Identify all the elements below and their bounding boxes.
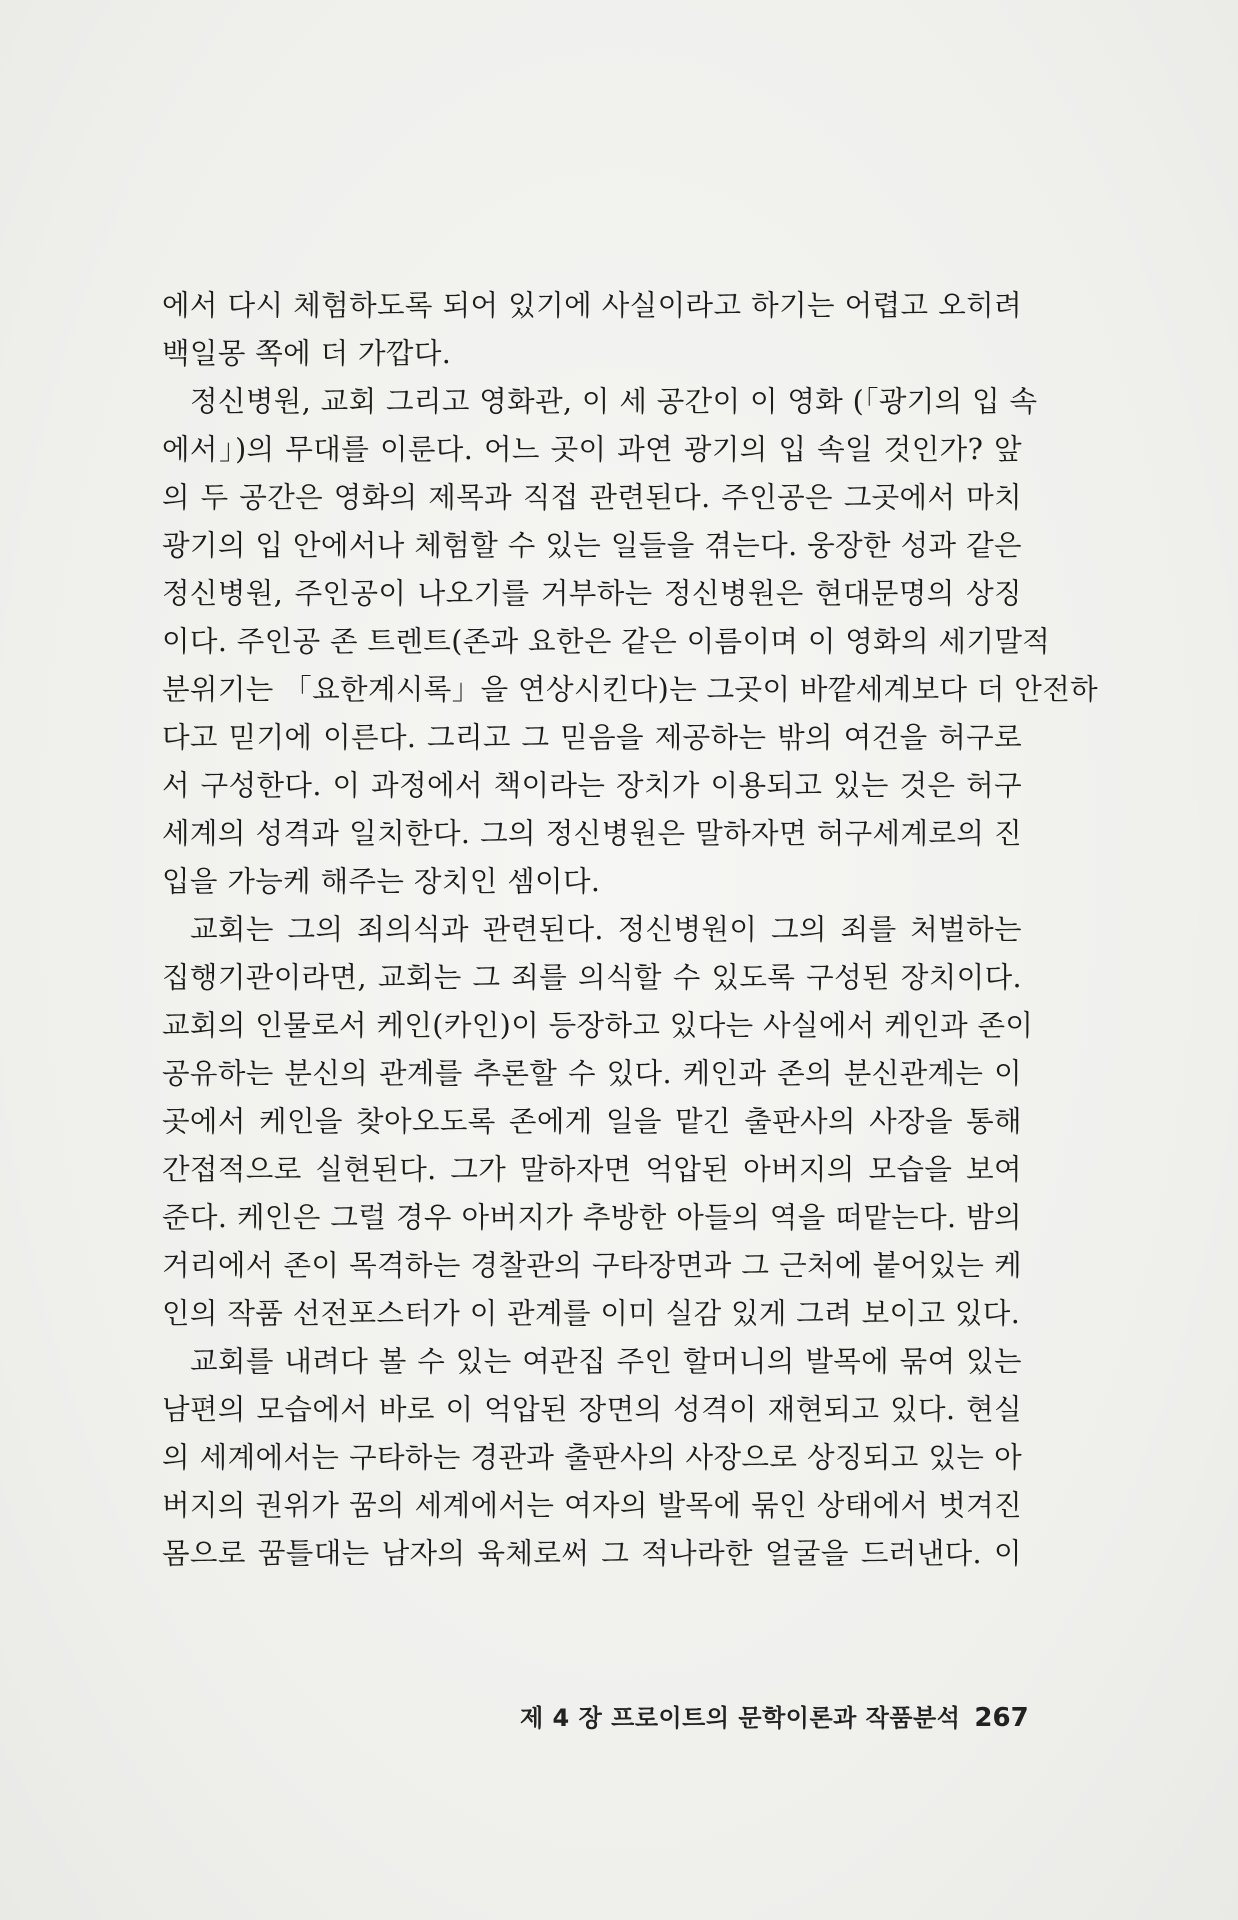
page-number: 267 <box>974 1703 1029 1733</box>
text-line: 버지의 권위가 꿈의 세계에서는 여자의 발목에 묶인 상태에서 벗겨진 <box>162 1489 1022 1522</box>
text-line: 다고 믿기에 이른다. 그리고 그 믿음을 제공하는 밖의 여건을 허구로 <box>162 721 1022 754</box>
text-line: 간접적으로 실현된다. 그가 말하자면 억압된 아버지의 모습을 보여 <box>162 1153 1022 1186</box>
text-line: 백일몽 쪽에 더 가깝다. <box>162 337 452 370</box>
text-line: 교회의 인물로서 케인(카인)이 등장하고 있다는 사실에서 케인과 존이 <box>162 1009 1034 1042</box>
text-line: 광기의 입 안에서나 체험할 수 있는 일들을 겪는다. 웅장한 성과 같은 <box>162 529 1022 562</box>
body-text <box>162 282 1099 1578</box>
text-line: 정신병원, 교회 그리고 영화관, 이 세 공간이 이 영화 (「광기의 입 속 <box>190 385 1038 418</box>
text-line: 교회를 내려다 볼 수 있는 여관집 주인 할머니의 발목에 묶여 있는 <box>190 1345 1022 1378</box>
text-line: 이다. 주인공 존 트렌트(존과 요한은 같은 이름이며 이 영화의 세기말적 <box>162 625 1051 658</box>
text-line: 집행기관이라면, 교회는 그 죄를 의식할 수 있도록 구성된 장치이다. <box>162 961 1022 994</box>
text-line: 서 구성한다. 이 과정에서 책이라는 장치가 이용되고 있는 것은 허구 <box>162 769 1022 802</box>
text-line: 남편의 모습에서 바로 이 억압된 장면의 성격이 재현되고 있다. 현실 <box>162 1393 1022 1426</box>
text-line: 거리에서 존이 목격하는 경찰관의 구타장면과 그 근처에 붙어있는 케 <box>162 1249 1022 1282</box>
text-line: 에서 다시 체험하도록 되어 있기에 사실이라고 하기는 어렵고 오히려 <box>162 289 1022 322</box>
text-line: 교회는 그의 죄의식과 관련된다. 정신병원이 그의 죄를 처벌하는 <box>190 913 1022 946</box>
text-line: 인의 작품 선전포스터가 이 관계를 이미 실감 있게 그려 보이고 있다. <box>162 1297 1021 1330</box>
text-line: 분위기는 「요한계시록」을 연상시킨다)는 그곳이 바깥세계보다 더 안전하 <box>162 673 1099 706</box>
text-line: 준다. 케인은 그럴 경우 아버지가 추방한 아들의 역을 떠맡는다. 밤의 <box>162 1201 1022 1234</box>
text-line: 세계의 성격과 일치한다. 그의 정신병원은 말하자면 허구세계로의 진 <box>162 817 1022 850</box>
text-line: 에서」)의 무대를 이룬다. 어느 곳이 과연 광기의 입 속일 것인가? 앞 <box>162 433 1022 466</box>
text-line: 정신병원, 주인공이 나오기를 거부하는 정신병원은 현대문명의 상징 <box>162 577 1022 610</box>
running-footer <box>520 1698 1029 1738</box>
text-line: 입을 가능케 해주는 장치인 셈이다. <box>162 865 601 898</box>
text-line: 의 세계에서는 구타하는 경관과 출판사의 사장으로 상징되고 있는 아 <box>162 1441 1022 1474</box>
chapter-title: 제 4 장 프로이트의 문학이론과 작품분석 <box>520 1704 961 1732</box>
text-line: 몸으로 꿈틀대는 남자의 육체로써 그 적나라한 얼굴을 드러낸다. 이 <box>162 1537 1022 1570</box>
text-line: 공유하는 분신의 관계를 추론할 수 있다. 케인과 존의 분신관계는 이 <box>162 1057 1022 1090</box>
text-line: 곳에서 케인을 찾아오도록 존에게 일을 맡긴 출판사의 사장을 통해 <box>162 1105 1022 1138</box>
text-line: 의 두 공간은 영화의 제목과 직접 관련된다. 주인공은 그곳에서 마치 <box>162 481 1022 514</box>
